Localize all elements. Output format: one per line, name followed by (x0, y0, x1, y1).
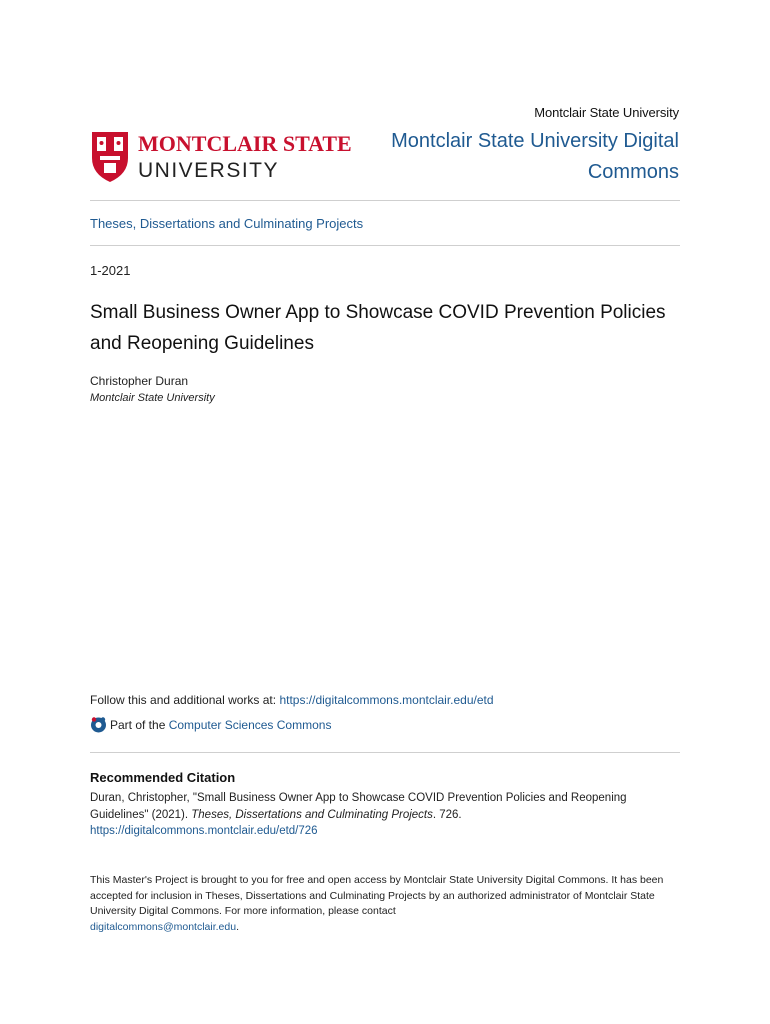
citation-url-link[interactable]: https://digitalcommons.montclair.edu/etd/726 (90, 825, 318, 837)
network-icon (90, 716, 107, 733)
university-logo[interactable] (90, 128, 370, 184)
author-affiliation: Montclair State University (90, 392, 215, 404)
citation-number: . 726. (432, 808, 462, 821)
notice-text: This Master's Project is brought to you for free and open access by Montclair State University Digital Commons. It has been accepted for inclusion in Theses, Dissertations and Culminating Projects by an authorized administrator of Montclair State University Digital Commons. For more information, please contact (90, 874, 664, 917)
logo-text-line1: MONTCLAIR STATE (138, 131, 352, 156)
citation-body (90, 790, 680, 840)
logo-text-line2: UNIVERSITY (138, 159, 280, 182)
series-link[interactable]: Theses, Dissertations and Culminating Projects (90, 216, 364, 231)
divider (90, 200, 680, 201)
publication-date: 1-2021 (90, 263, 131, 278)
divider (90, 752, 680, 753)
follow-line (90, 693, 494, 707)
contact-email-link[interactable]: digitalcommons@montclair.edu (90, 920, 237, 933)
collection-url-link[interactable]: https://digitalcommons.montclair.edu/etd (279, 693, 494, 707)
citation-series: Theses, Dissertations and Culminating Projects (191, 808, 433, 821)
repository-link[interactable]: Montclair State University Digital Commons (391, 130, 679, 183)
author-name: Christopher Duran (90, 374, 189, 388)
computer-sciences-commons-link[interactable]: Computer Sciences Commons (168, 717, 332, 732)
university-logo-graphic (90, 128, 370, 184)
document-title: Small Business Owner App to Showcase COVID Prevention Policies and Reopening Guidelines (90, 302, 666, 354)
part-of-line (90, 716, 331, 733)
citation-heading: Recommended Citation (90, 770, 236, 785)
part-of-prefix: Part of the (110, 717, 166, 732)
institution-name: Montclair State University (534, 105, 679, 120)
follow-prefix: Follow this and additional works at: (90, 693, 280, 707)
divider (90, 245, 680, 246)
citation-text: Duran, Christopher, "Small Business Owner App to Showcase COVID Prevention Policies and Reopening Guidelines" (2021). (90, 792, 627, 821)
access-notice (90, 873, 680, 935)
notice-end: . (236, 920, 239, 933)
